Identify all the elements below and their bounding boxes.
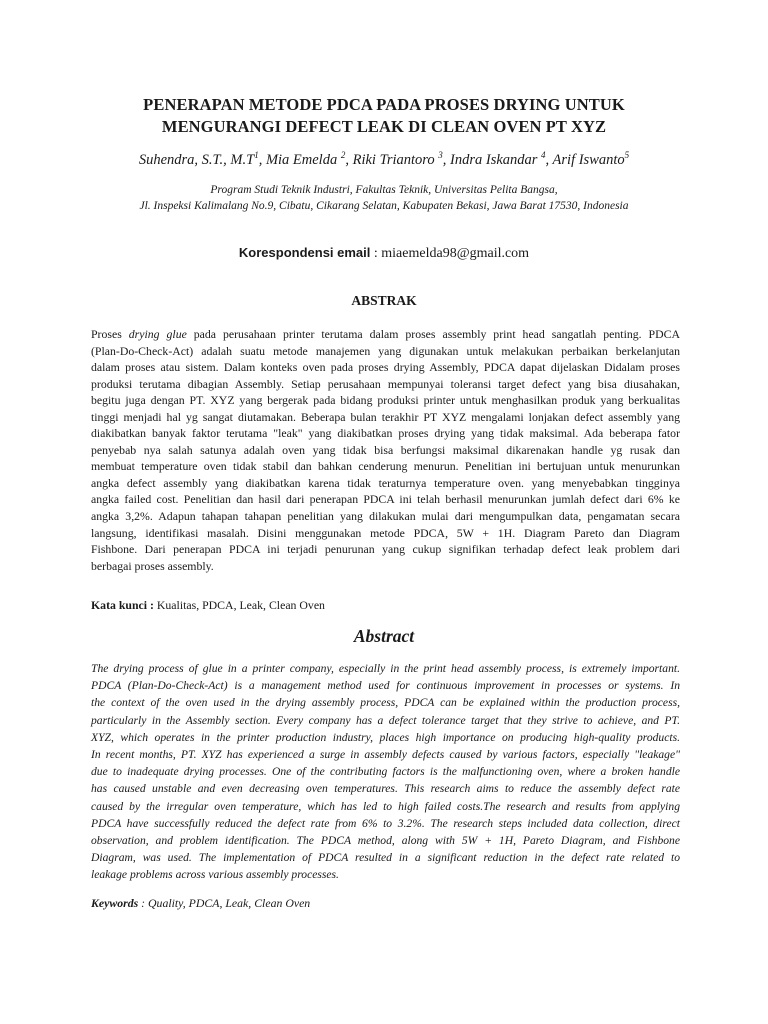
abstract-line: PDCA (Plan-Do-Check-Act) is a management method used for continuous improvement in processes or systems. In (91, 679, 680, 693)
abstrak-line (91, 525, 680, 542)
email-address[interactable]: miaemelda98@gmail.com (381, 246, 530, 261)
abstrak-line (91, 409, 680, 426)
author-separator: , (545, 152, 553, 168)
abstrak-line (91, 442, 680, 459)
abstract-line: XYZ, which operates in the printer production industry, places high importance on producing high-quality products. (91, 730, 680, 744)
author-separator: , (442, 152, 451, 168)
correspondence-separator: : (370, 246, 382, 261)
abstrak-line (91, 541, 680, 558)
keywords (91, 895, 680, 911)
author-list (40, 151, 728, 169)
author-separator: , (258, 152, 266, 168)
author-name: Mia Emelda (265, 152, 341, 168)
affiliation-line: Program Studi Teknik Industri, Fakultas Teknik, Universitas Pelita Bangsa, (210, 184, 558, 196)
abstract-line: caused by the irregular oven temperature, which has led to high failed costs.The research and results from applying (91, 799, 680, 813)
author-name: Suhendra, S.T., M.T (138, 152, 255, 168)
abstract-line: In recent months, PT. XYZ has experienced a surge in assembly defects caused by various factors, especially "leakage" (91, 748, 680, 762)
abstrak-text: diakibatkan banyak faktor terutama "leak" yang diakibatkan proses drying yang tidak maksimal. Ada beberapa fator (91, 426, 680, 441)
keywords-label: Keywords (91, 896, 139, 910)
affiliation-line: Jl. Inspeksi Kalimalang No.9, Cibatu, Cikarang Selatan, Kabupaten Bekasi, Jawa Barat 17530, Indonesia (139, 199, 629, 212)
abstract-line: Diagram, was used. The implementation of PDCA resulted in a significant reduction in the defect rate related to (91, 851, 680, 865)
kata-kunci-value: Kualitas, PDCA, Leak, Clean Oven (153, 598, 325, 612)
abstrak-text: angka failed cost. Penelitian dan hasil dari penerapan PDCA ini telah berhasil menurunkan jumlah defect dari 6% ke (91, 492, 680, 507)
abstrak-line (91, 491, 680, 508)
abstrak-text: begitu juga dengan PT. XYZ yang bergerak pada bidang produksi printer untuk menghasilkan produk yang berkualitas (91, 393, 680, 408)
correspondence-label: Korespondensi email (238, 245, 371, 260)
keywords-value: : Quality, PDCA, Leak, Clean Oven (138, 896, 311, 910)
abstrak-line (91, 359, 680, 376)
abstrak-line (91, 475, 680, 492)
author-affiliation-number: 2 (340, 150, 346, 161)
abstrak-text: (Plan-Do-Check-Act) adalah suatu metode manajemen yang digunakan untuk melakukan perbaikan berkelanjutan (91, 343, 680, 358)
abstract-heading: Abstract (353, 626, 415, 646)
abstrak-text: Proses (91, 327, 129, 341)
abstrak-text: Fishbone. Dari penerapan PDCA ini terjadi penurunan yang cukup signifikan terhadap defect leak problem dari (91, 542, 680, 557)
abstrak-line (91, 376, 680, 393)
abstrak-line (91, 425, 680, 442)
author-name: Indra Iskandar (450, 152, 542, 168)
abstrak-line (91, 392, 680, 409)
abstrak-text: langsung, identifikasi masalah. Disini menggunakan metode PDCA, 5W + 1H. Diagram Pareto dan Diagram (91, 525, 680, 540)
italic-term: drying glue (128, 327, 187, 341)
abstrak-line (91, 458, 680, 475)
abstract-line: has caused unstable and even decreasing oven temperatures. This research aims to reduce the assembly defect rate (91, 782, 680, 796)
abstrak-heading: ABSTRAK (351, 293, 417, 308)
abstrak-text: produksi terutama dibagian Assembly. Setiap perusahaan mempunyai toleransi target defect yang bisa diusahakan, (91, 376, 680, 391)
author-affiliation-number: 3 (438, 150, 443, 161)
correspondence-email (40, 244, 728, 263)
abstrak-text: membuat temperature oven tidak stabil dan bahkan cenderung menurun. Penelitian ini bertujuan untuk menurunkan (91, 459, 680, 474)
abstract-line: particularly in the Assembly section. Every company has a defect tolerance target that they strive to achieve, and PT. (91, 713, 680, 727)
abstrak-line (91, 343, 680, 360)
abstrak-text: angka defect assembly yang diakibatkan karena tidak teraturnya temperature oven. yang menyebabkan tingginya (91, 475, 680, 490)
paper-title (60, 94, 708, 138)
abstract-line: the context of the oven used in the drying assembly process, PDCA can be explained within the production process, (91, 696, 680, 710)
title-line: MENGURANGI DEFECT LEAK DI CLEAN OVEN PT XYZ (161, 117, 607, 136)
abstrak-text: pada perusahaan printer terutama dalam proses assembly print head sangatlah penting. PDCA (186, 327, 681, 341)
abstract-body (91, 660, 680, 884)
abstrak-text: berbagai proses assembly. (91, 558, 214, 573)
abstract-line: due to inadequate drying processes. One of the contributing factors is the malfunctioning oven, where a broken handle (91, 765, 680, 779)
abstract-line: leakage problems across various assembly processes. (91, 868, 339, 882)
author-name: Arif Iswanto (552, 152, 625, 168)
abstrak-text: penyebab nya salah satunya adalah oven yang tidak bisa berfungsi maksimal dikarenakan handle yg rusak dan (91, 442, 680, 457)
abstrak-line (91, 508, 680, 525)
author-separator: , (345, 152, 353, 168)
abstrak-line (91, 326, 680, 343)
kata-kunci-label: Kata kunci : (91, 598, 154, 612)
kata-kunci (91, 597, 680, 613)
title-line: PENERAPAN METODE PDCA PADA PROSES DRYING UNTUK (143, 95, 625, 114)
author-affiliation-number: 5 (624, 150, 630, 161)
abstract-line: The drying process of glue in a printer company, especially in the print head assembly process, is extremely important. (91, 662, 680, 675)
abstrak-text: tinggi menjadi hal yg sangat diutamakan. Beberapa bulan terakhir PT XYZ mengalami lonjakan defect assembly yang (91, 409, 680, 424)
abstrak-text: dalam proses atau sistem. Dalam konteks oven pada proses drying Assembly, PDCA dapat dijelaskan Didalam proses (91, 360, 680, 375)
abstract-line: observation, and problem identification. The PDCA method, along with 5W + 1H, Pareto Diagram, and Fishbone (91, 834, 680, 848)
abstrak-body (91, 326, 680, 574)
author-affiliation-number: 1 (254, 150, 259, 161)
author-affiliation-number: 4 (541, 150, 546, 161)
affiliation (40, 183, 728, 214)
abstrak-text: angka 3,2%. Adapun tahapan tahapan penelitian yang dilakukan mulai dari mengumpulkan data, pengamatan secara (91, 509, 680, 524)
author-name: Riki Triantoro (352, 152, 439, 168)
abstract-line: PDCA have successfully reduced the defect rate from 6% to 3.2%. The research steps included data collection, direct (91, 816, 680, 830)
abstrak-line (91, 558, 680, 575)
